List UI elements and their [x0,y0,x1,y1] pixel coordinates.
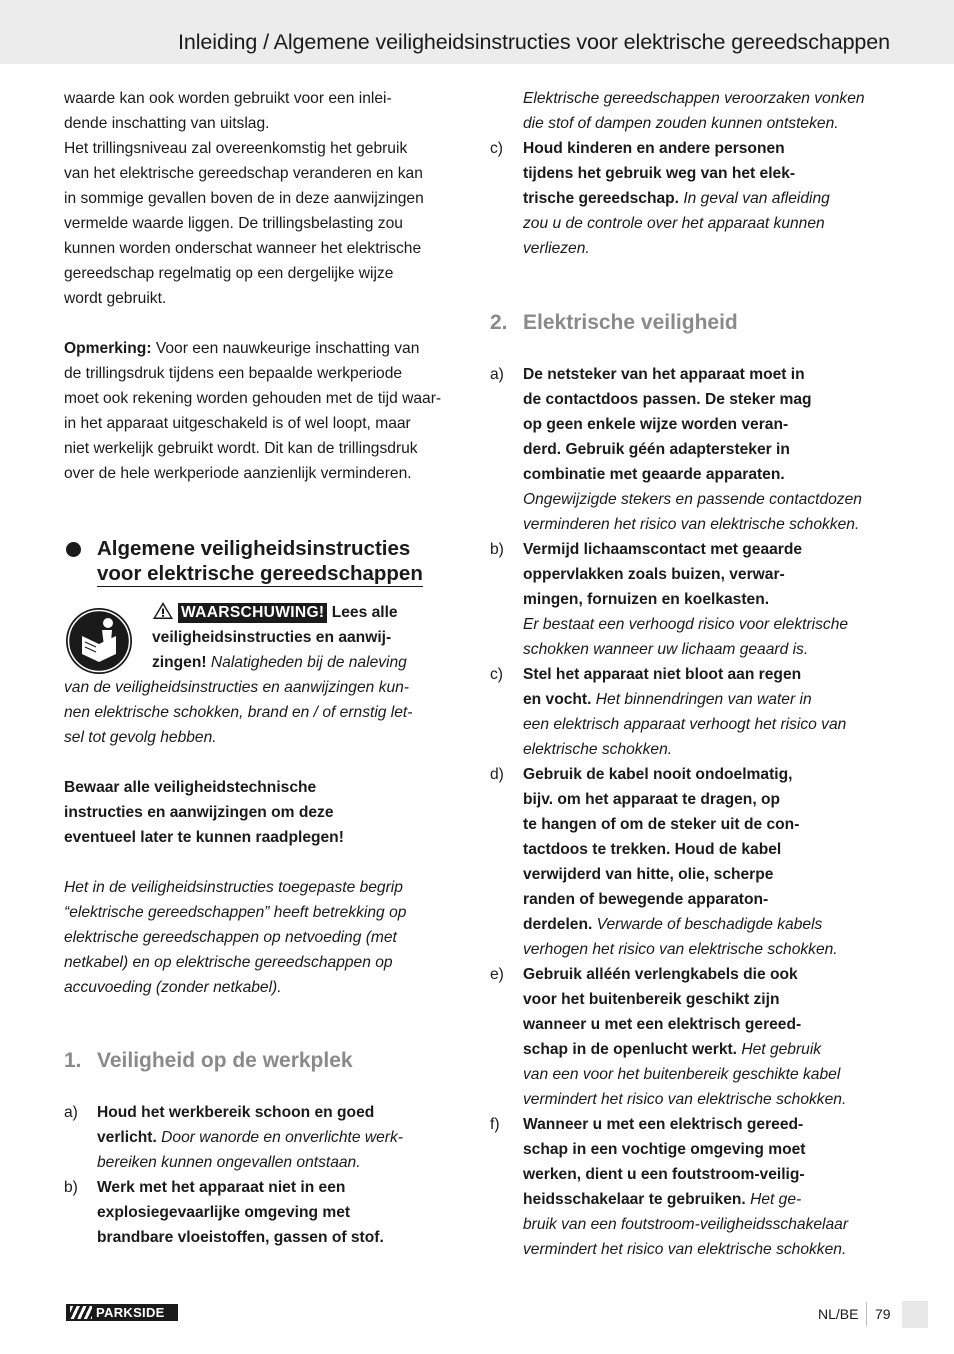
language-code: NL/BE [818,1306,859,1322]
warning-block: WAARSCHUWING! Lees alle veiligheidsinstructies en aanwij- zingen! Nalatigheden bij de naleving van de veiligheidsinstructies en aanwijzingen kun- nen elektrische schokken, brand en / of ernstig let- sel tot gevolg hebben. [64,600,464,750]
text-line: moet ook rekening worden gehouden met de tijd waar- [64,390,442,407]
warning-badge: WAARSCHUWING! [178,603,327,623]
page-number: 79 [875,1306,891,1322]
text-line: vermelde waarde liggen. De trillingsbelasting zou [64,215,403,232]
text-line: accuvoeding (zonder netkabel). [64,979,282,996]
bullet-dot [66,542,81,557]
section-1-heading: 1. Veiligheid op de werkplek [64,1049,353,1072]
list-item: b) Werk met het apparaat niet in een explosiegevaarlijke omgeving met brandbare vloeistoffen, gassen of stof. [64,1179,384,1246]
text-line: eventueel later te kunnen raadplegen! [64,829,344,846]
text-line: Bewaar alle veiligheidstechnische [64,779,317,796]
text-line: sel tot gevolg hebben. [64,729,217,746]
text-line: gereedschap regelmatig op een dergelijke wijze [64,265,394,282]
continued-text: Elektrische gereedschappen veroorzaken vonken die stof of dampen zouden kunnen ontsteken. [523,90,865,132]
logo-stripes-icon [70,1306,92,1319]
text-line: veiligheidsinstructies en aanwij- [152,629,392,646]
page-header-title: Inleiding / Algemene veiligheidsinstructies voor elektrische gereedschappen [178,30,890,54]
warning-triangle-icon [152,601,174,620]
read-manual-icon [64,606,134,676]
list-item: d) Gebruik de kabel nooit ondoelmatig, bijv. om het apparaat te dragen, op te hangen of om de steker uit de con- tactdoos te trekken. Houd de kabel verwijderd van hitte, olie, scherpe randen of bewegende apparaton- derdelen. Verwarde of beschadigde kabels verhogen het risico van elektrische schokken. [490,766,838,958]
definition-paragraph [64,875,464,1000]
page-tab-marker [902,1301,928,1328]
note-label: Opmerking: [64,340,152,357]
text-line: over de hele werkperiode aanzienlijk verminderen. [64,465,412,482]
list-item: f) Wanneer u met een elektrisch gereed- schap in een vochtige omgeving moet werken, dient u een foutstroom-veilig- heidsschakelaar te gebruiken. Het ge- bruik van een foutstroom-veiligheidsschakelaar vermindert het risico van elektrische schokken. [490,1116,849,1258]
note-paragraph [64,336,464,486]
list-item: c) Houd kinderen en andere personen tijdens het gebruik weg van het elek- trische gereedschap. In geval van afleiding zou u de controle over het apparaat kunnen verliezen. [490,140,830,257]
list-item: a) De netsteker van het apparaat moet in de contactdoos passen. De steker mag op geen enkele wijze worden veran- derd. Gebruik géén adaptersteker in combinatie met geaarde apparaten. Ongewijzigde stekers en passende contactdozen verminderen het risico van elektrische schokken. [490,366,862,533]
text-line: Het trillingsniveau zal overeenkomstig het gebruik [64,140,408,157]
text-line: netkabel) en op elektrische gereedschappen op [64,954,393,971]
section-2-heading: 2. Elektrische veiligheid [490,311,738,334]
list-item: a) Houd het werkbereik schoon en goed verlicht. Door wanorde en onverlichte werk- bereiken kunnen ongevallen ontstaan. [64,1104,403,1171]
text-line: kunnen worden onderschat wanneer het elektrische [64,240,422,257]
footer-divider [866,1302,867,1326]
text-line: instructies en aanwijzingen om deze [64,804,334,821]
text-line: de trillingsdruk tijdens een bepaalde werkperiode [64,365,403,382]
text-line: Het in de veiligheidsinstructies toegepaste begrip [64,879,403,896]
text-line: van de veiligheidsinstructies en aanwijzingen kun- [64,679,409,696]
text-line: elektrische gereedschappen op netvoeding (met [64,929,397,946]
list-item: b) Vermijd lichaamscontact met geaarde oppervlakken zoals buizen, verwar- mingen, fornuizen en koelkasten. Er bestaat een verhoogd risico voor elektrische schokken wanneer uw lichaam geaard is. [490,541,849,658]
text-line: “elektrische gereedschappen” heeft betrekking op [64,904,407,921]
text-line: in sommige gevallen boven de in deze aanwijzingen [64,190,424,207]
text-line: van het elektrische gereedschap veranderen en kan [64,165,423,182]
left-column [64,86,464,1250]
text-line: niet werkelijk gebruikt wordt. Dit kan de trillingsdruk [64,440,418,457]
text-line: dende inschatting van uitslag. [64,115,270,132]
list-item: c) Stel het apparaat niet bloot aan regen en vocht. Het binnendringen van water in een elektrisch apparaat verhoogt het risico van elektrische schokken. [490,666,847,758]
text-line: in het apparaat uitgeschakeld is of wel loopt, maar [64,415,411,432]
keep-instructions [64,775,464,850]
section-heading: Algemene veiligheidsinstructies voor elektrische gereedschappen [64,536,464,587]
text-line: wordt gebruikt. [64,290,167,307]
intro-paragraph [64,86,464,311]
parkside-logo: PARKSIDE [66,1304,178,1321]
right-column [490,86,900,1262]
list-item: e) Gebruik alléén verlengkabels die ook voor het buitenbereik geschikt zijn wanneer u met een elektrisch gereed- schap in de openlucht werkt. Het gebruik van een voor het buitenbereik geschikte kabel vermindert het risico van elektrische schokken. [490,966,847,1108]
text-line: Voor een nauwkeurige inschatting van [151,340,420,357]
text-line: waarde kan ook worden gebruikt voor een inlei- [64,90,392,107]
text-line: nen elektrische schokken, brand en / of ernstig let- [64,704,413,721]
